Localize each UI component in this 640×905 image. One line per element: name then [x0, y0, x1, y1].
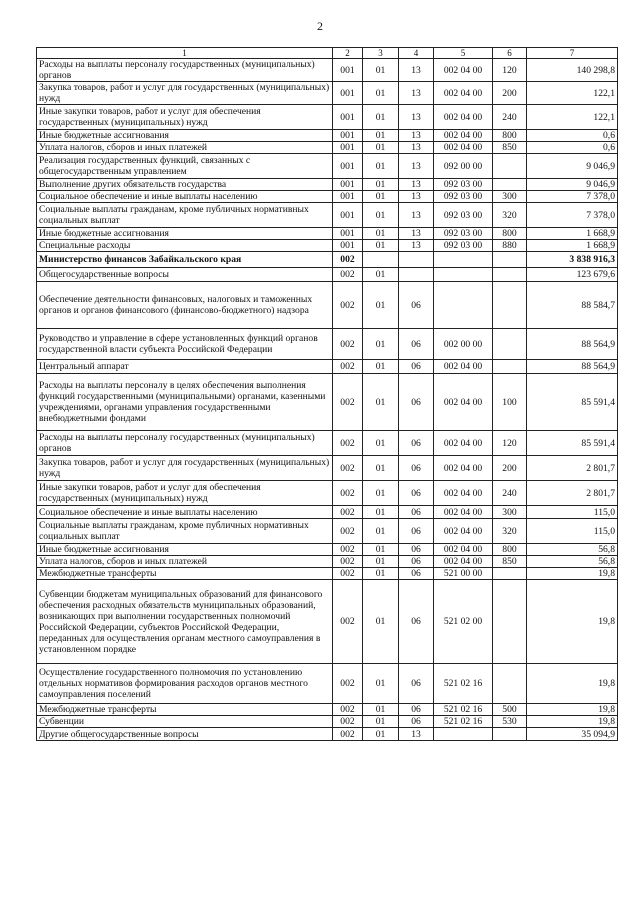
table-row: [37, 130, 618, 142]
table-row: [37, 704, 618, 716]
row-code-cell-c4: 06: [399, 568, 434, 580]
row-code-cell-c2: 002: [333, 360, 363, 374]
row-code-cell-c5: 002 04 00: [434, 360, 493, 374]
row-code-cell-c3: [363, 252, 399, 268]
row-code-cell-c4: 06: [399, 456, 434, 481]
table-row: [37, 252, 618, 268]
table-row: [37, 59, 618, 82]
row-code-cell-c3: 01: [363, 704, 399, 716]
row-name-cell: Расходы на выплаты персоналу государственных (муниципальных) органов: [37, 431, 333, 456]
row-name-cell: Реализация государственных функций, связанных с общегосударственным управлением: [37, 154, 333, 179]
row-code-cell-c6: 800: [493, 544, 527, 556]
row-code-cell-c6: [493, 282, 527, 329]
header-cell: 4: [399, 48, 434, 59]
row-code-cell-c2: 001: [333, 154, 363, 179]
row-code-cell-c2: 002: [333, 506, 363, 519]
row-amount-cell: 123 679,6: [527, 268, 618, 282]
table-row: [37, 716, 618, 728]
row-code-cell-c5: 092 03 00: [434, 240, 493, 252]
row-code-cell-c6: [493, 179, 527, 191]
row-name-cell: Иные бюджетные ассигнования: [37, 130, 333, 142]
row-code-cell-c6: 800: [493, 130, 527, 142]
row-code-cell-c2: 002: [333, 374, 363, 431]
row-amount-cell: 19,8: [527, 580, 618, 664]
row-amount-cell: 7 378,0: [527, 203, 618, 228]
row-code-cell-c6: [493, 664, 527, 704]
row-code-cell-c5: 521 02 16: [434, 704, 493, 716]
row-code-cell-c3: 01: [363, 580, 399, 664]
row-code-cell-c5: 002 04 00: [434, 556, 493, 568]
row-code-cell-c4: 13: [399, 130, 434, 142]
table-row: [37, 268, 618, 282]
row-name-cell: Иные закупки товаров, работ и услуг для обеспечения государственных (муниципальных) нужд: [37, 105, 333, 130]
row-code-cell-c5: [434, 282, 493, 329]
row-amount-cell: 2 801,7: [527, 456, 618, 481]
row-code-cell-c2: 002: [333, 556, 363, 568]
row-code-cell-c4: 13: [399, 203, 434, 228]
row-amount-cell: 9 046,9: [527, 154, 618, 179]
row-code-cell-c6: [493, 360, 527, 374]
row-code-cell-c2: 001: [333, 105, 363, 130]
row-code-cell-c4: 13: [399, 82, 434, 105]
row-code-cell-c5: [434, 728, 493, 741]
row-code-cell-c3: 01: [363, 544, 399, 556]
row-code-cell-c6: [493, 580, 527, 664]
row-name-cell: Социальное обеспечение и иные выплаты населению: [37, 191, 333, 203]
table-row: [37, 191, 618, 203]
row-code-cell-c6: 320: [493, 203, 527, 228]
table-row: [37, 203, 618, 228]
table-row: [37, 282, 618, 329]
row-code-cell-c3: 01: [363, 556, 399, 568]
row-amount-cell: 1 668,9: [527, 240, 618, 252]
row-code-cell-c3: 01: [363, 519, 399, 544]
row-code-cell-c5: 002 04 00: [434, 519, 493, 544]
page-number: 2: [317, 19, 323, 33]
row-code-cell-c5: 092 03 00: [434, 179, 493, 191]
row-code-cell-c2: 001: [333, 142, 363, 154]
row-code-cell-c6: [493, 568, 527, 580]
row-code-cell-c3: 01: [363, 374, 399, 431]
row-amount-cell: 115,0: [527, 506, 618, 519]
row-code-cell-c6: 320: [493, 519, 527, 544]
row-code-cell-c3: 01: [363, 203, 399, 228]
row-code-cell-c5: 002 04 00: [434, 130, 493, 142]
row-amount-cell: 122,1: [527, 82, 618, 105]
row-code-cell-c4: 06: [399, 481, 434, 506]
row-code-cell-c6: 200: [493, 82, 527, 105]
row-code-cell-c5: 002 00 00: [434, 329, 493, 360]
row-code-cell-c3: 01: [363, 360, 399, 374]
row-code-cell-c3: 01: [363, 142, 399, 154]
row-code-cell-c2: 002: [333, 664, 363, 704]
row-amount-cell: 19,8: [527, 716, 618, 728]
row-code-cell-c4: 13: [399, 728, 434, 741]
row-code-cell-c3: 01: [363, 728, 399, 741]
row-name-cell: Общегосударственные вопросы: [37, 268, 333, 282]
row-code-cell-c2: 002: [333, 580, 363, 664]
row-name-cell: Социальные выплаты гражданам, кроме публичных нормативных социальных выплат: [37, 203, 333, 228]
row-name-cell: Межбюджетные трансферты: [37, 568, 333, 580]
row-code-cell-c3: 01: [363, 431, 399, 456]
row-code-cell-c3: 01: [363, 105, 399, 130]
header-cell: 5: [434, 48, 493, 59]
table-row: [37, 728, 618, 741]
row-code-cell-c2: 002: [333, 519, 363, 544]
row-code-cell-c5: 521 02 16: [434, 716, 493, 728]
row-name-cell: Закупка товаров, работ и услуг для государственных (муниципальных) нужд: [37, 82, 333, 105]
header-cell: 6: [493, 48, 527, 59]
row-code-cell-c4: 06: [399, 544, 434, 556]
table-row: [37, 580, 618, 664]
table-row: [37, 456, 618, 481]
row-code-cell-c6: 800: [493, 228, 527, 240]
row-code-cell-c6: 240: [493, 481, 527, 506]
row-code-cell-c2: 002: [333, 268, 363, 282]
row-code-cell-c2: 001: [333, 203, 363, 228]
row-code-cell-c2: 001: [333, 240, 363, 252]
budget-table: [36, 47, 618, 741]
row-code-cell-c6: 200: [493, 456, 527, 481]
row-name-cell: Социальное обеспечение и иные выплаты населению: [37, 506, 333, 519]
row-code-cell-c4: [399, 268, 434, 282]
row-code-cell-c4: 13: [399, 105, 434, 130]
row-code-cell-c4: 13: [399, 59, 434, 82]
row-code-cell-c6: [493, 728, 527, 741]
row-code-cell-c6: 850: [493, 142, 527, 154]
row-code-cell-c5: [434, 268, 493, 282]
row-name-cell: Выполнение других обязательств государства: [37, 179, 333, 191]
row-code-cell-c5: 002 04 00: [434, 481, 493, 506]
row-code-cell-c4: [399, 252, 434, 268]
row-amount-cell: 88 584,7: [527, 282, 618, 329]
row-amount-cell: 7 378,0: [527, 191, 618, 203]
row-name-cell: Иные закупки товаров, работ и услуг для обеспечения государственных (муниципальных) нужд: [37, 481, 333, 506]
row-code-cell-c4: 13: [399, 228, 434, 240]
row-code-cell-c5: 002 04 00: [434, 374, 493, 431]
row-code-cell-c4: 06: [399, 374, 434, 431]
row-code-cell-c2: 002: [333, 431, 363, 456]
row-code-cell-c6: 240: [493, 105, 527, 130]
row-code-cell-c3: 01: [363, 191, 399, 203]
row-code-cell-c2: 002: [333, 704, 363, 716]
row-code-cell-c4: 06: [399, 329, 434, 360]
row-code-cell-c2: 001: [333, 130, 363, 142]
row-code-cell-c5: 092 03 00: [434, 203, 493, 228]
row-amount-cell: 0,6: [527, 130, 618, 142]
row-code-cell-c4: 13: [399, 179, 434, 191]
row-name-cell: Руководство и управление в сфере установленных функций органов государственной власти субъекта Российской Федерации: [37, 329, 333, 360]
row-code-cell-c5: 002 04 00: [434, 456, 493, 481]
row-name-cell: Осуществление государственного полномочия по установлению отдельных нормативов формирования расходов органов местного самоуправления поселений: [37, 664, 333, 704]
row-code-cell-c6: 300: [493, 191, 527, 203]
table-row: [37, 240, 618, 252]
table-row: [37, 154, 618, 179]
row-code-cell-c5: 002 04 00: [434, 82, 493, 105]
row-code-cell-c5: 002 04 00: [434, 544, 493, 556]
table-row: [37, 519, 618, 544]
row-name-cell: Расходы на выплаты персоналу в целях обеспечения выполнения функций государственными (муниципальными) органами, казенными учреждениями, органами управления государственными внебюджетными фондами: [37, 374, 333, 431]
row-amount-cell: 1 668,9: [527, 228, 618, 240]
row-amount-cell: 88 564,9: [527, 360, 618, 374]
row-code-cell-c6: 530: [493, 716, 527, 728]
row-code-cell-c2: 002: [333, 568, 363, 580]
row-code-cell-c3: 01: [363, 154, 399, 179]
row-code-cell-c6: [493, 268, 527, 282]
row-code-cell-c3: 01: [363, 506, 399, 519]
row-code-cell-c6: 880: [493, 240, 527, 252]
row-amount-cell: 19,8: [527, 568, 618, 580]
row-amount-cell: 85 591,4: [527, 374, 618, 431]
row-code-cell-c5: 092 03 00: [434, 191, 493, 203]
row-code-cell-c3: 01: [363, 456, 399, 481]
row-code-cell-c6: 300: [493, 506, 527, 519]
header-cell: 1: [37, 48, 333, 59]
table-row: [37, 142, 618, 154]
row-code-cell-c4: 13: [399, 191, 434, 203]
row-code-cell-c5: 521 00 00: [434, 568, 493, 580]
row-code-cell-c2: 002: [333, 252, 363, 268]
row-name-cell: Социальные выплаты гражданам, кроме публичных нормативных социальных выплат: [37, 519, 333, 544]
row-code-cell-c5: 521 02 16: [434, 664, 493, 704]
table-row: [37, 506, 618, 519]
row-code-cell-c3: 01: [363, 228, 399, 240]
row-code-cell-c5: 092 03 00: [434, 228, 493, 240]
row-name-cell: Иные бюджетные ассигнования: [37, 228, 333, 240]
table-row: [37, 664, 618, 704]
row-code-cell-c4: 06: [399, 519, 434, 544]
table-row: [37, 374, 618, 431]
row-code-cell-c4: 06: [399, 580, 434, 664]
row-name-cell: Расходы на выплаты персоналу государственных (муниципальных) органов: [37, 59, 333, 82]
row-name-cell: Другие общегосударственные вопросы: [37, 728, 333, 741]
table-row: [37, 544, 618, 556]
row-amount-cell: 115,0: [527, 519, 618, 544]
row-code-cell-c5: 002 04 00: [434, 142, 493, 154]
row-code-cell-c6: [493, 154, 527, 179]
row-code-cell-c2: 002: [333, 329, 363, 360]
table-row: [37, 360, 618, 374]
row-code-cell-c4: 06: [399, 704, 434, 716]
table-row: [37, 329, 618, 360]
row-amount-cell: 35 094,9: [527, 728, 618, 741]
row-code-cell-c5: 002 04 00: [434, 431, 493, 456]
row-code-cell-c3: 01: [363, 329, 399, 360]
row-amount-cell: 3 838 916,3: [527, 252, 618, 268]
header-cell: 7: [527, 48, 618, 59]
budget-table-body: [37, 48, 618, 741]
row-code-cell-c3: 01: [363, 82, 399, 105]
row-code-cell-c6: 500: [493, 704, 527, 716]
row-code-cell-c4: 06: [399, 664, 434, 704]
row-code-cell-c4: 13: [399, 240, 434, 252]
header-cell: 3: [363, 48, 399, 59]
row-name-cell: Министерство финансов Забайкальского края: [37, 252, 333, 268]
row-name-cell: Иные бюджетные ассигнования: [37, 544, 333, 556]
row-code-cell-c3: 01: [363, 282, 399, 329]
row-code-cell-c2: 001: [333, 179, 363, 191]
row-code-cell-c2: 002: [333, 456, 363, 481]
row-code-cell-c6: 850: [493, 556, 527, 568]
row-code-cell-c3: 01: [363, 664, 399, 704]
row-amount-cell: 56,8: [527, 544, 618, 556]
row-code-cell-c6: 120: [493, 431, 527, 456]
row-code-cell-c2: 002: [333, 282, 363, 329]
row-amount-cell: 9 046,9: [527, 179, 618, 191]
row-amount-cell: 56,8: [527, 556, 618, 568]
row-code-cell-c3: 01: [363, 130, 399, 142]
row-code-cell-c5: 002 04 00: [434, 506, 493, 519]
row-code-cell-c2: 001: [333, 191, 363, 203]
row-amount-cell: 122,1: [527, 105, 618, 130]
row-code-cell-c4: 06: [399, 360, 434, 374]
table-row: [37, 481, 618, 506]
row-code-cell-c5: 521 02 00: [434, 580, 493, 664]
row-amount-cell: 19,8: [527, 664, 618, 704]
row-amount-cell: 0,6: [527, 142, 618, 154]
table-row: [37, 556, 618, 568]
table-row: [37, 431, 618, 456]
row-amount-cell: 88 564,9: [527, 329, 618, 360]
row-code-cell-c2: 001: [333, 82, 363, 105]
row-code-cell-c6: [493, 252, 527, 268]
table-row: [37, 179, 618, 191]
row-amount-cell: 19,8: [527, 704, 618, 716]
row-amount-cell: 2 801,7: [527, 481, 618, 506]
row-code-cell-c2: 002: [333, 716, 363, 728]
header-row: [37, 48, 618, 59]
row-code-cell-c2: 002: [333, 728, 363, 741]
row-name-cell: Закупка товаров, работ и услуг для государственных (муниципальных) нужд: [37, 456, 333, 481]
row-name-cell: Межбюджетные трансферты: [37, 704, 333, 716]
row-code-cell-c4: 06: [399, 556, 434, 568]
table-row: [37, 105, 618, 130]
row-code-cell-c5: 002 04 00: [434, 105, 493, 130]
row-code-cell-c2: 002: [333, 544, 363, 556]
row-code-cell-c5: 092 00 00: [434, 154, 493, 179]
row-code-cell-c3: 01: [363, 240, 399, 252]
row-name-cell: Специальные расходы: [37, 240, 333, 252]
row-code-cell-c2: 001: [333, 228, 363, 240]
row-name-cell: Субвенции: [37, 716, 333, 728]
row-code-cell-c3: 01: [363, 59, 399, 82]
table-row: [37, 228, 618, 240]
row-code-cell-c5: [434, 252, 493, 268]
row-amount-cell: 85 591,4: [527, 431, 618, 456]
row-code-cell-c2: 002: [333, 481, 363, 506]
row-code-cell-c3: 01: [363, 481, 399, 506]
row-code-cell-c4: 13: [399, 142, 434, 154]
header-cell: 2: [333, 48, 363, 59]
row-code-cell-c4: 06: [399, 506, 434, 519]
table-row: [37, 568, 618, 580]
row-name-cell: Уплата налогов, сборов и иных платежей: [37, 556, 333, 568]
row-name-cell: Центральный аппарат: [37, 360, 333, 374]
row-code-cell-c2: 001: [333, 59, 363, 82]
row-code-cell-c5: 002 04 00: [434, 59, 493, 82]
row-code-cell-c6: 120: [493, 59, 527, 82]
row-code-cell-c4: 06: [399, 431, 434, 456]
row-amount-cell: 140 298,8: [527, 59, 618, 82]
row-code-cell-c4: 13: [399, 154, 434, 179]
row-name-cell: Уплата налогов, сборов и иных платежей: [37, 142, 333, 154]
row-code-cell-c3: 01: [363, 268, 399, 282]
row-code-cell-c4: 06: [399, 282, 434, 329]
row-code-cell-c4: 06: [399, 716, 434, 728]
row-code-cell-c3: 01: [363, 568, 399, 580]
row-code-cell-c6: 100: [493, 374, 527, 431]
row-name-cell: Обеспечение деятельности финансовых, налоговых и таможенных органов и органов финансового (финансово-бюджетного) надзора: [37, 282, 333, 329]
row-code-cell-c3: 01: [363, 179, 399, 191]
row-code-cell-c3: 01: [363, 716, 399, 728]
table-row: [37, 82, 618, 105]
row-name-cell: Субвенции бюджетам муниципальных образований для финансового обеспечения расходных обязательств муниципальных образований, возникающих при выполнении государственных полномочий Российской Федерации, субъектов Российской Федерации, переданных для осуществления органам местного самоуправления в установленном порядке: [37, 580, 333, 664]
row-code-cell-c6: [493, 329, 527, 360]
